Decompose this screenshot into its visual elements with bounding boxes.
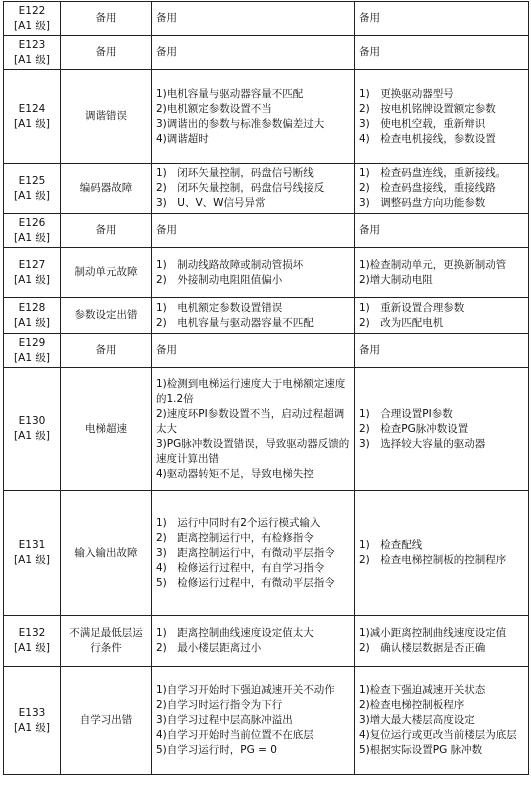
cause-item: 2)自学习时运行指令为下行 — [156, 699, 283, 711]
fault-cause-cell: 备用 — [152, 334, 355, 368]
fault-name-cell: 电梯超速 — [61, 368, 152, 491]
fault-cause-cell — [152, 616, 355, 667]
fault-code-cell: E133 [A1 级] — [4, 667, 61, 775]
fault-code-cell: E127 [A1 级] — [4, 248, 61, 298]
fix-item: 2) 按电机铭牌设置额定参数 — [359, 102, 496, 115]
fault-name-cell: 调谐错误 — [61, 70, 152, 164]
fix-item: 3) 使电机空载，重新辩识 — [359, 117, 486, 130]
fault-cause-cell — [152, 298, 355, 334]
cause-item: 2) 电机容量与驱动器容量不匹配 — [156, 316, 314, 329]
fault-fix-cell: 备用 — [355, 214, 529, 248]
cause-item: 2) 距离控制运行中，有检修指令 — [156, 531, 314, 544]
fix-item: 2) 改为匹配电机 — [359, 316, 444, 329]
fix-item: 2)检查电梯控制板程序 — [359, 699, 465, 711]
cause-item: 5)自学习运行时，PG = 0 — [156, 744, 277, 756]
fix-item: 2) 确认楼层数据是否正确 — [359, 642, 486, 654]
fix-item: 2) 检查电梯控制板的控制程序 — [359, 554, 507, 566]
fix-item: 1)检查制动单元，更换新制动管 — [359, 258, 507, 271]
fault-code-cell: E123 [A1 级] — [4, 36, 61, 70]
fault-cause-cell: 备用 — [152, 214, 355, 248]
fault-code-cell: E124 [A1 级] — [4, 70, 61, 164]
table-row — [4, 491, 529, 616]
fault-name-cell: 备用 — [61, 334, 152, 368]
fault-cause-cell — [152, 491, 355, 616]
cause-item: 2)速度环PI参数设置不当，启动过程超调太大 — [156, 407, 345, 435]
cause-item: 1) 制动线路故障或制动管损坏 — [156, 258, 304, 271]
table-row — [4, 298, 529, 334]
fault-cause-cell — [152, 667, 355, 775]
fault-code-cell: E129 [A1 级] — [4, 334, 61, 368]
cause-item: 4)驱动器转矩不足，导致电梯失控 — [156, 467, 314, 480]
table-row — [4, 214, 529, 248]
cause-item: 2) 外接制动电阻阻值偏小 — [156, 273, 283, 286]
fault-name-cell: 备用 — [61, 36, 152, 70]
fix-item: 3) 调整码盘方向功能参数 — [359, 197, 486, 209]
table-row — [4, 368, 529, 491]
cause-item: 3)自学习过程中层高脉冲溢出 — [156, 714, 293, 726]
cause-item: 3) 距离控制运行中，有微动平层指令 — [156, 546, 335, 559]
cause-item: 3)PG脉冲数设置错误，导致驱动器反馈的速度计算出错 — [156, 437, 350, 465]
table-row — [4, 334, 529, 368]
fault-name-cell: 输入输出故障 — [61, 491, 152, 616]
fault-name-cell: 自学习出错 — [61, 667, 152, 775]
fault-cause-cell — [152, 164, 355, 214]
fault-code-cell: E132 [A1 级] — [4, 616, 61, 667]
table-row — [4, 70, 529, 164]
fault-cause-cell — [152, 70, 355, 164]
fault-code-cell: E131 [A1 级] — [4, 491, 61, 616]
fault-name-cell: 参数设定出错 — [61, 298, 152, 334]
fault-fix-cell — [355, 667, 529, 775]
fix-item: 1) 合理设置PI参数 — [359, 407, 453, 420]
cause-item: 1) 电机额定参数设置错误 — [156, 301, 283, 314]
fix-item: 2) 检查码盘接线，重接线路 — [359, 182, 496, 194]
fault-fix-cell — [355, 491, 529, 616]
fix-item: 4) 检查电机接线，参数设置 — [359, 132, 496, 145]
fault-name-cell: 备用 — [61, 2, 152, 36]
table-row — [4, 36, 529, 70]
cause-item: 1)检测到电梯运行速度大于电梯额定速度的1.2倍 — [156, 377, 346, 405]
table-row — [4, 248, 529, 298]
fault-cause-cell: 备用 — [152, 36, 355, 70]
cause-item: 5) 检修运行过程中，有微动平层指令 — [156, 576, 335, 589]
cause-item: 2) 最小楼层距离过小 — [156, 642, 262, 654]
table-row — [4, 616, 529, 667]
cause-item: 4)自学习开始时当前位置不在底层 — [156, 729, 314, 741]
cause-item: 1)自学习开始时下强迫减速开关不动作 — [156, 684, 335, 696]
cause-item: 3)调谐出的参数与标准参数偏差过大 — [156, 117, 325, 130]
fault-fix-cell: 备用 — [355, 36, 529, 70]
fix-item: 1) 检查配线 — [359, 539, 423, 551]
fault-cause-cell: 备用 — [152, 2, 355, 36]
cause-item: 1) 运行中同时有2个运行模式输入 — [156, 516, 321, 529]
fault-fix-cell — [355, 616, 529, 667]
fix-item: 1) 更换驱动器型号 — [359, 87, 454, 100]
fix-item: 1)减小距离控制曲线速度设定值 — [359, 627, 507, 639]
cause-item: 2) 闭环矢量控制，码盘信号线接反 — [156, 182, 325, 194]
fix-item: 3) 选择较大容量的驱动器 — [359, 437, 486, 450]
fault-name-cell: 备用 — [61, 214, 152, 248]
fault-code-cell: E130 [A1 级] — [4, 368, 61, 491]
cause-item: 2)电机额定参数设置不当 — [156, 102, 272, 115]
fix-item: 1) 重新设置合理参数 — [359, 301, 465, 314]
fix-item: 1)检查下强迫减速开关状态 — [359, 684, 486, 696]
fault-code-cell: E128 [A1 级] — [4, 298, 61, 334]
cause-item: 1)电机容量与驱动器容量不匹配 — [156, 87, 304, 100]
fix-item: 5)根据实际设置PG 脉冲数 — [359, 744, 483, 756]
fix-item: 3)增大最大楼层高度设定 — [359, 714, 475, 726]
fault-code-cell: E122 [A1 级] — [4, 2, 61, 36]
fault-code-cell: E125 [A1 级] — [4, 164, 61, 214]
table-row — [4, 667, 529, 775]
fault-table-body — [4, 2, 529, 775]
fault-code-cell: E126 [A1 级] — [4, 214, 61, 248]
cause-item: 1) 闭环矢量控制，码盘信号断线 — [156, 167, 314, 179]
fix-item: 2)增大制动电阻 — [359, 273, 433, 286]
fault-fix-cell — [355, 248, 529, 298]
fault-code-table — [3, 1, 529, 775]
fault-fix-cell — [355, 70, 529, 164]
table-row — [4, 2, 529, 36]
fault-fix-cell — [355, 298, 529, 334]
fault-fix-cell — [355, 368, 529, 491]
fault-fix-cell: 备用 — [355, 334, 529, 368]
fault-cause-cell — [152, 248, 355, 298]
fault-name-cell: 不满足最低层运行条件 — [61, 616, 152, 667]
table-row — [4, 164, 529, 214]
cause-item: 4) 检修运行过程中，有自学习指令 — [156, 561, 325, 574]
fault-cause-cell — [152, 368, 355, 491]
fault-fix-cell: 备用 — [355, 2, 529, 36]
fix-item: 2) 检查PG脉冲数设置 — [359, 422, 469, 435]
fault-fix-cell — [355, 164, 529, 214]
fault-name-cell: 制动单元故障 — [61, 248, 152, 298]
fix-item: 1) 检查码盘连线，重新接线。 — [359, 167, 507, 179]
fix-item: 4)复位运行或更改当前楼层为底层 — [359, 729, 517, 741]
cause-item: 1) 距离控制曲线速度设定值太大 — [156, 627, 314, 639]
fault-name-cell: 编码器故障 — [61, 164, 152, 214]
cause-item: 4)调谐超时 — [156, 132, 209, 145]
cause-item: 3) U、V、W信号异常 — [156, 197, 266, 209]
